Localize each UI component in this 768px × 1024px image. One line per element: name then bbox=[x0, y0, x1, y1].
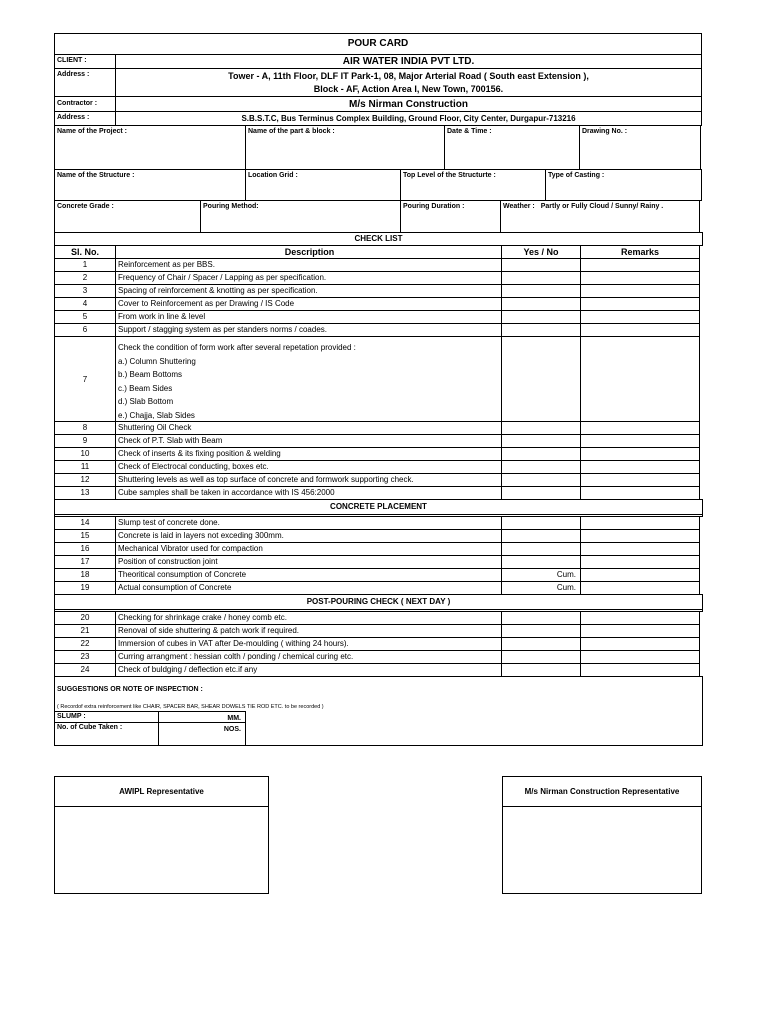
checklist-row bbox=[54, 473, 702, 486]
checklist-row bbox=[54, 637, 702, 650]
item-number: 16 bbox=[54, 542, 116, 556]
item-number: 15 bbox=[54, 529, 116, 543]
item-yes-no[interactable] bbox=[501, 663, 581, 677]
date-time-field[interactable]: Date & Time : bbox=[444, 125, 580, 170]
checklist-row bbox=[54, 663, 702, 676]
item-remarks[interactable] bbox=[580, 434, 700, 448]
item-number: 10 bbox=[54, 447, 116, 461]
item-description: Cover to Reinforcement as per Drawing / IS Code bbox=[115, 297, 502, 311]
item-remarks[interactable] bbox=[580, 460, 700, 474]
contractor-representative-label: M/s Nirman Construction Representative bbox=[502, 776, 702, 807]
checklist-row bbox=[54, 516, 702, 529]
item-number: 18 bbox=[54, 568, 116, 582]
item-remarks[interactable] bbox=[580, 529, 700, 543]
item-remarks[interactable] bbox=[580, 284, 700, 298]
checklist-row bbox=[54, 542, 702, 555]
slump-cube-table bbox=[54, 711, 245, 745]
item-remarks[interactable] bbox=[580, 516, 700, 530]
item-description: Actual consumption of Concrete bbox=[115, 581, 502, 595]
concrete-grade-field[interactable]: Concrete Grade : bbox=[54, 200, 201, 233]
item-number: 5 bbox=[54, 310, 116, 324]
pouring-duration-field[interactable]: Pouring Duration : bbox=[400, 200, 501, 233]
item-yes-no[interactable] bbox=[501, 310, 581, 324]
location-grid-field[interactable]: Location Grid : bbox=[245, 169, 401, 201]
awipl-representative-label: AWIPL Representative bbox=[54, 776, 269, 807]
item-number: 13 bbox=[54, 486, 116, 500]
item-yes-no[interactable] bbox=[501, 473, 581, 487]
checklist-row bbox=[54, 297, 702, 310]
item-number: 6 bbox=[54, 323, 116, 337]
contractor-address: S.B.S.T.C, Bus Terminus Complex Building, Ground Floor, City Center, Durgapur-713216 bbox=[115, 111, 702, 126]
item-7-line: a.) Column Shuttering bbox=[118, 356, 196, 366]
checklist-row bbox=[54, 650, 702, 663]
item-remarks[interactable] bbox=[580, 323, 700, 337]
item-description: Curring arrangment : hessian colth / ponding / chemical curing etc. bbox=[115, 650, 502, 664]
item-remarks[interactable] bbox=[580, 568, 700, 582]
col-yes-no: Yes / No bbox=[501, 245, 581, 259]
awipl-signature-area[interactable] bbox=[54, 806, 269, 894]
part-block-field[interactable]: Name of the part & block : bbox=[245, 125, 445, 170]
item-description: Shuttering Oil Check bbox=[115, 421, 502, 435]
item-yes-no[interactable] bbox=[501, 624, 581, 638]
item-description: Check of buldging / deflection etc.if any bbox=[115, 663, 502, 677]
item-yes-no[interactable] bbox=[501, 650, 581, 664]
item-remarks[interactable] bbox=[580, 447, 700, 461]
item-description: Position of construction joint bbox=[115, 555, 502, 569]
item-yes-no[interactable] bbox=[501, 284, 581, 298]
cube-count-unit[interactable]: NOS. bbox=[158, 722, 246, 746]
item-yes-no[interactable] bbox=[501, 323, 581, 337]
item-7-line: b.) Beam Bottoms bbox=[118, 370, 183, 379]
checklist-row bbox=[54, 421, 702, 434]
placement-title: CONCRETE PLACEMENT bbox=[54, 499, 703, 515]
item-7-yes-no[interactable] bbox=[501, 336, 581, 422]
item-remarks[interactable] bbox=[580, 473, 700, 487]
item-yes-no[interactable] bbox=[501, 271, 581, 285]
item-7-line: e.) Chajja, Slab Sides bbox=[118, 410, 195, 420]
item-description: Check of Electrocal conducting, boxes etc. bbox=[115, 460, 502, 474]
item-description: Frequency of Chair / Spacer / Lapping as per specification. bbox=[115, 271, 502, 285]
checklist-row bbox=[54, 624, 702, 637]
weather-options: Partly or Fully Cloud / Sunny/ Rainy . bbox=[540, 203, 664, 210]
page-title: POUR CARD bbox=[54, 33, 702, 55]
item-remarks[interactable] bbox=[580, 310, 700, 324]
item-description: Concrete is laid in layers not exceding 300mm. bbox=[115, 529, 502, 543]
checklist-row bbox=[54, 568, 702, 581]
checklist-row bbox=[54, 581, 702, 594]
item-description: Spacing of reinforcement & knotting as per specification. bbox=[115, 284, 502, 298]
structure-name-field[interactable]: Name of the Structure : bbox=[54, 169, 246, 201]
item-remarks[interactable] bbox=[580, 624, 700, 638]
item-remarks[interactable] bbox=[580, 421, 700, 435]
client-address-line2: Block - AF, Action Area I, New Town, 700156. bbox=[313, 84, 504, 94]
weather-field[interactable] bbox=[500, 200, 700, 233]
item-remarks[interactable] bbox=[580, 271, 700, 285]
checklist-row bbox=[54, 310, 702, 323]
pour-card bbox=[54, 33, 702, 745]
checklist-row bbox=[54, 434, 702, 447]
item-yes-no[interactable]: Cum. bbox=[501, 581, 581, 595]
drawing-no-field[interactable]: Drawing No. : bbox=[579, 125, 701, 170]
item-yes-no[interactable] bbox=[501, 555, 581, 569]
item-description: Check of inserts & its fixing position & welding bbox=[115, 447, 502, 461]
item-yes-no[interactable] bbox=[501, 486, 581, 500]
item-description: Checking for shrinkage crake / honey comb etc. bbox=[115, 611, 502, 625]
col-description: Description bbox=[115, 245, 502, 259]
item-yes-no[interactable] bbox=[501, 529, 581, 543]
client-label: CLIENT : bbox=[54, 54, 116, 69]
checklist-title: CHECK LIST bbox=[54, 232, 703, 246]
contractor-name: M/s Nirman Construction bbox=[115, 96, 702, 112]
checklist-table bbox=[54, 232, 702, 676]
item-number: 19 bbox=[54, 581, 116, 595]
contractor-address-label: Address : bbox=[54, 111, 116, 126]
item-7-desc bbox=[115, 336, 502, 422]
slump-label: SLUMP : bbox=[54, 711, 159, 723]
pouring-method-field[interactable]: Pouring Method: bbox=[200, 200, 401, 233]
checklist-row bbox=[54, 529, 702, 542]
checklist-row bbox=[54, 555, 702, 568]
checklist-row bbox=[54, 611, 702, 624]
item-description: Cube samples shall be taken in accordance with IS 456:2000 bbox=[115, 486, 502, 500]
note-text: ( Recordof extra reinforcement like CHAIR, SPACER BAR, SHEAR DOWELS TIE ROD ETC. to be recorded ) bbox=[57, 704, 324, 710]
item-yes-no[interactable] bbox=[501, 447, 581, 461]
awipl-signature-block[interactable] bbox=[54, 776, 269, 894]
item-yes-no[interactable] bbox=[501, 637, 581, 651]
item-yes-no[interactable] bbox=[501, 421, 581, 435]
item-7-remarks[interactable] bbox=[580, 336, 700, 422]
item-description: Renoval of side shuttering & patch work if required. bbox=[115, 624, 502, 638]
contractor-signature-area[interactable] bbox=[502, 806, 702, 894]
checklist-row bbox=[54, 460, 702, 473]
col-remarks: Remarks bbox=[580, 245, 700, 259]
item-number: 1 bbox=[54, 258, 116, 272]
item-remarks[interactable] bbox=[580, 581, 700, 595]
item-7-line: Check the condition of form work after several repetation provided : bbox=[118, 343, 356, 352]
slump-unit[interactable]: MM. bbox=[158, 711, 246, 723]
weather-label: Weather : bbox=[503, 203, 535, 210]
casting-type-field[interactable]: Type of Casting : bbox=[545, 169, 702, 201]
item-number: 4 bbox=[54, 297, 116, 311]
client-name: AIR WATER INDIA PVT LTD. bbox=[115, 54, 702, 69]
item-number: 2 bbox=[54, 271, 116, 285]
item-number: 12 bbox=[54, 473, 116, 487]
item-number: 21 bbox=[54, 624, 116, 638]
item-7-no: 7 bbox=[54, 336, 116, 422]
item-remarks[interactable] bbox=[580, 555, 700, 569]
item-yes-no[interactable] bbox=[501, 297, 581, 311]
client-address-label: Address : bbox=[54, 68, 116, 97]
item-number: 22 bbox=[54, 637, 116, 651]
item-remarks[interactable] bbox=[580, 650, 700, 664]
item-number: 17 bbox=[54, 555, 116, 569]
checklist-row bbox=[54, 486, 702, 499]
item-number: 14 bbox=[54, 516, 116, 530]
item-remarks[interactable] bbox=[580, 542, 700, 556]
client-address bbox=[115, 68, 702, 97]
item-number: 23 bbox=[54, 650, 116, 664]
item-remarks[interactable] bbox=[580, 611, 700, 625]
item-description: Immersion of cubes in VAT after De-moulding ( withing 24 hours). bbox=[115, 637, 502, 651]
item-yes-no[interactable] bbox=[501, 460, 581, 474]
item-number: 20 bbox=[54, 611, 116, 625]
project-name-field[interactable]: Name of the Project : bbox=[54, 125, 246, 170]
suggestions-box[interactable] bbox=[54, 676, 703, 746]
item-description: Reinforcement as per BBS. bbox=[115, 258, 502, 272]
item-description: Check of P.T. Slab with Beam bbox=[115, 434, 502, 448]
item-remarks[interactable] bbox=[580, 297, 700, 311]
item-remarks[interactable] bbox=[580, 637, 700, 651]
item-yes-no[interactable] bbox=[501, 258, 581, 272]
item-yes-no[interactable] bbox=[501, 542, 581, 556]
item-number: 3 bbox=[54, 284, 116, 298]
item-yes-no[interactable] bbox=[501, 434, 581, 448]
item-remarks[interactable] bbox=[580, 663, 700, 677]
item-description: Theoritical consumption of Concrete bbox=[115, 568, 502, 582]
post-pouring-title: POST-POURING CHECK ( NEXT DAY ) bbox=[54, 594, 703, 610]
contractor-signature-block[interactable] bbox=[502, 776, 702, 894]
item-7-line: c.) Beam Sides bbox=[118, 383, 173, 393]
checklist-row bbox=[54, 258, 702, 271]
client-address-line1: Tower - A, 11th Floor, DLF IT Park-1, 08, Major Arterial Road ( South east Extension ), bbox=[228, 71, 589, 81]
item-description: Shuttering levels as well as top surface of concrete and formwork supporting check. bbox=[115, 473, 502, 487]
checklist-row bbox=[54, 323, 702, 336]
item-7-line: d.) Slab Bottom bbox=[118, 397, 174, 406]
item-description: From work in line & level bbox=[115, 310, 502, 324]
item-yes-no[interactable]: Cum. bbox=[501, 568, 581, 582]
item-remarks[interactable] bbox=[580, 486, 700, 500]
item-number: 11 bbox=[54, 460, 116, 474]
suggestions-label: SUGGESTIONS OR NOTE OF INSPECTION : bbox=[57, 686, 203, 693]
checklist-row bbox=[54, 447, 702, 460]
col-sl-no: Sl. No. bbox=[54, 245, 116, 259]
item-number: 9 bbox=[54, 434, 116, 448]
checklist-row bbox=[54, 284, 702, 297]
item-yes-no[interactable] bbox=[501, 611, 581, 625]
item-number: 24 bbox=[54, 663, 116, 677]
checklist-row bbox=[54, 271, 702, 284]
item-yes-no[interactable] bbox=[501, 516, 581, 530]
top-level-field[interactable]: Top Level of the Structurte : bbox=[400, 169, 546, 201]
item-description: Mechanical Vibrator used for compaction bbox=[115, 542, 502, 556]
item-number: 8 bbox=[54, 421, 116, 435]
cube-count-label: No. of Cube Taken : bbox=[54, 722, 159, 746]
contractor-label: Contractor : bbox=[54, 96, 116, 112]
item-description: Support / stagging system as per standers norms / coades. bbox=[115, 323, 502, 337]
item-remarks[interactable] bbox=[580, 258, 700, 272]
item-description: Slump test of concrete done. bbox=[115, 516, 502, 530]
